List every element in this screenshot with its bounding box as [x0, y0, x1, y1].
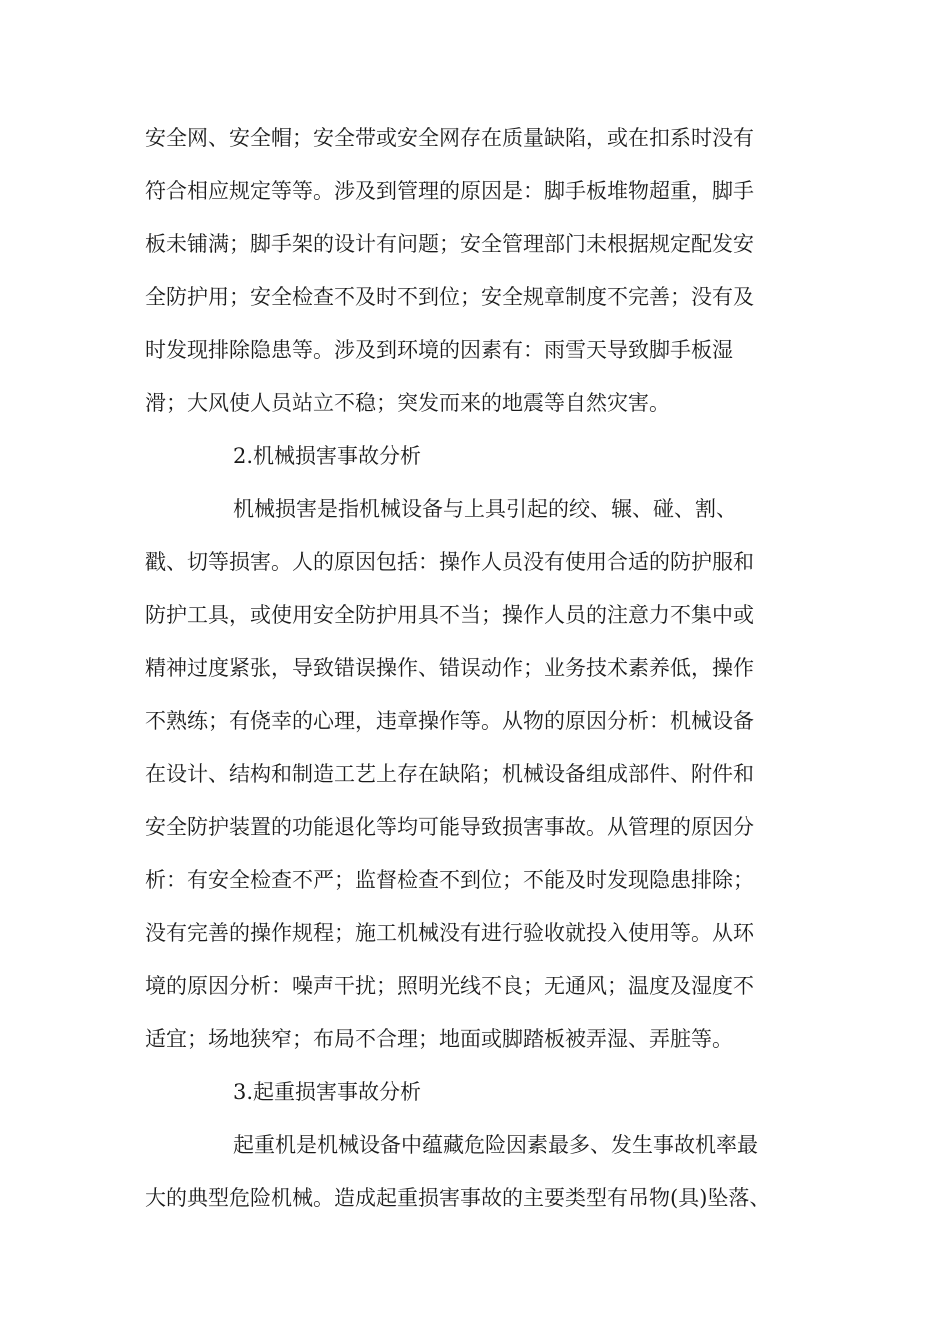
section-heading-3: 3.起重损害事故分析 [233, 1080, 422, 1104]
document-body [145, 112, 805, 1225]
paragraph-2-line: 安全防护装置的功能退化等均可能导致损害事故。从管理的原因分 [145, 815, 754, 839]
paragraph-2-line: 在设计、结构和制造工艺上存在缺陷；机械设备组成部件、附件和 [145, 762, 754, 786]
paragraph-1-line: 全防护用；安全检查不及时不到位；安全规章制度不完善；没有及 [145, 285, 754, 309]
paragraph-1-line: 符合相应规定等等。涉及到管理的原因是：脚手板堆物超重，脚手 [145, 179, 754, 203]
section-heading-2: 2.机械损害事故分析 [233, 444, 422, 468]
paragraph-1-line: 滑；大风使人员站立不稳；突发而来的地震等自然灾害。 [145, 391, 670, 415]
paragraph-1-line: 时发现排除隐患等。涉及到环境的因素有：雨雪天导致脚手板湿 [145, 338, 733, 362]
paragraph-2-line: 机械损害是指机械设备与上具引起的绞、辗、碰、割、 [233, 497, 737, 521]
paragraph-3-line: 起重机是机械设备中蕴藏危险因素最多、发生事故机率最 [233, 1133, 758, 1157]
paragraph-2-line: 适宜；场地狭窄；布局不合理；地面或脚踏板被弄湿、弄脏等。 [145, 1027, 733, 1051]
paragraph-2-line: 精神过度紧张，导致错误操作、错误动作；业务技术素养低，操作 [145, 656, 754, 680]
paragraph-1-line: 安全网、安全帽；安全带或安全网存在质量缺陷，或在扣系时没有 [145, 126, 754, 150]
paragraph-2-line: 戳、切等损害。人的原因包括：操作人员没有使用合适的防护服和 [145, 550, 754, 574]
paragraph-2 [145, 483, 805, 1066]
paragraph-2-line: 防护工具，或使用安全防护用具不当；操作人员的注意力不集中或 [145, 603, 754, 627]
paragraph-2-line: 析：有安全检查不严；监督检查不到位；不能及时发现隐患排除； [145, 868, 754, 892]
paragraph-3 [145, 1119, 805, 1225]
paragraph-2-line: 境的原因分析：噪声干扰；照明光线不良；无通风；温度及湿度不 [145, 974, 754, 998]
paragraph-2-line: 不熟练；有侥幸的心理，违章操作等。从物的原因分析：机械设备 [145, 709, 754, 733]
paragraph-3-line: 大的典型危险机械。造成起重损害事故的主要类型有吊物(具)坠落、 [145, 1186, 771, 1210]
paragraph-1-line: 板未铺满；脚手架的设计有问题；安全管理部门未根据规定配发安 [145, 232, 754, 256]
paragraph-2-line: 没有完善的操作规程；施工机械没有进行验收就投入使用等。从环 [145, 921, 754, 945]
paragraph-1 [145, 112, 805, 430]
